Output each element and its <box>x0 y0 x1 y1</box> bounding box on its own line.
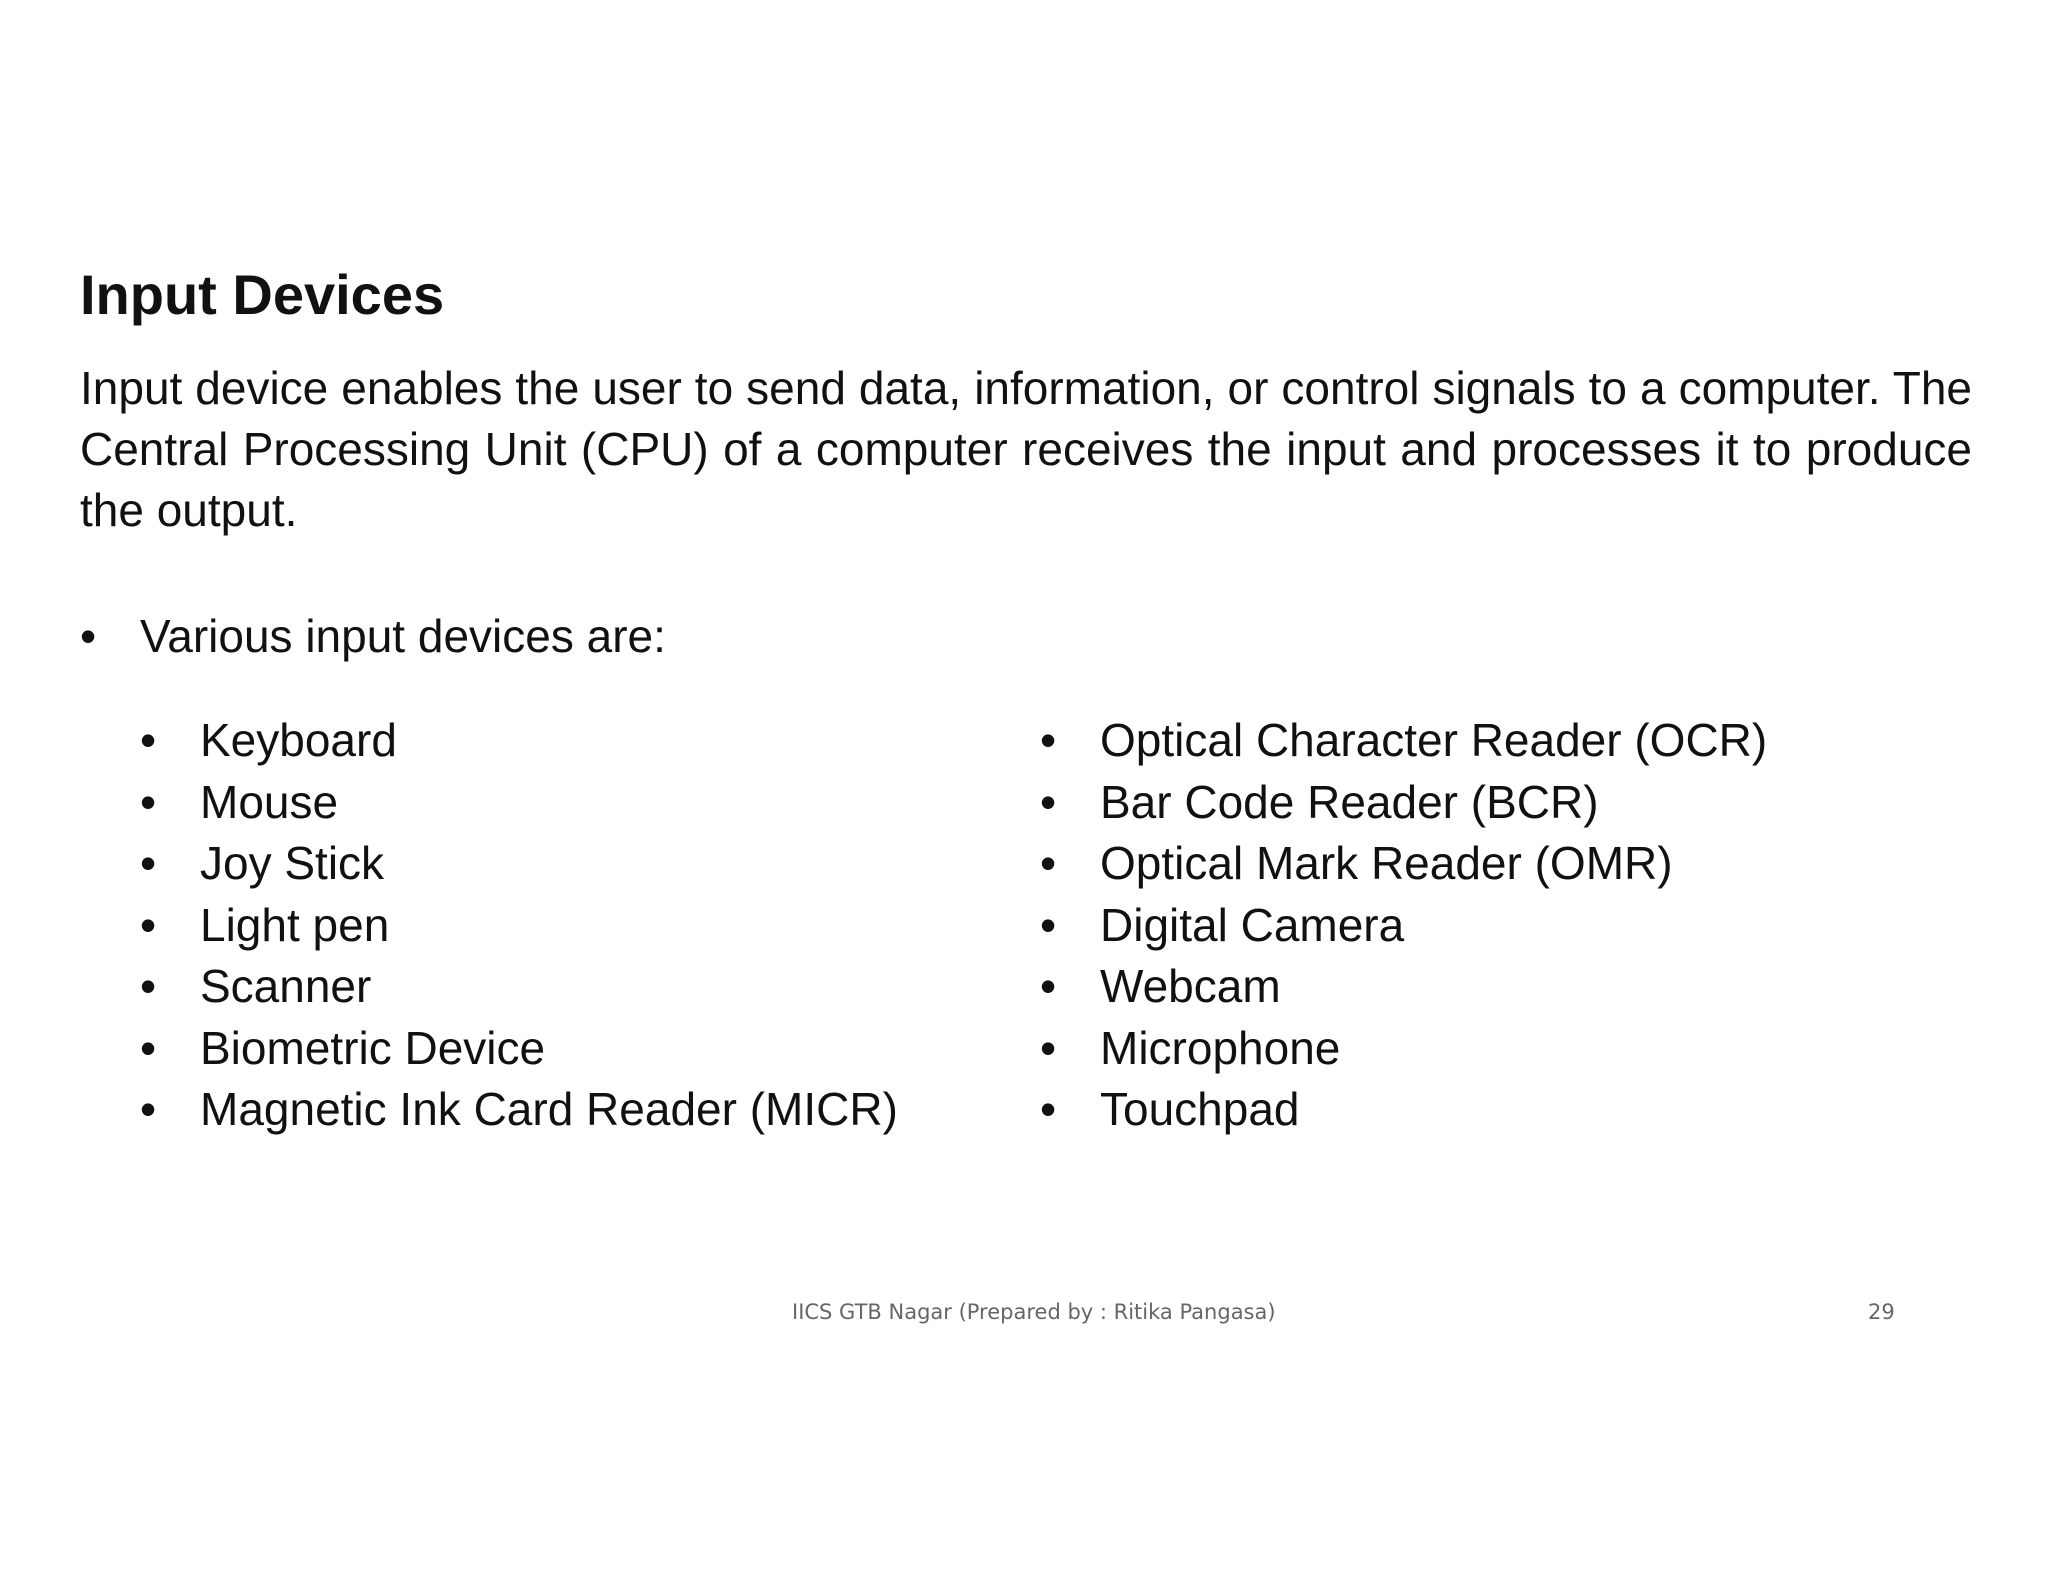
list-item <box>140 710 898 772</box>
list-item-label: Biometric Device <box>200 1021 546 1074</box>
list-item-label: Scanner <box>200 960 372 1012</box>
list-item-label: Keyboard <box>200 714 397 766</box>
list-item <box>140 1018 898 1080</box>
list-item <box>140 1079 898 1141</box>
bullet-icon: • <box>1040 837 1057 889</box>
list-item-label: Magnetic Ink Card Reader (MICR) <box>200 1083 898 1135</box>
bullet-icon: • <box>140 1021 157 1074</box>
list-item <box>140 895 898 957</box>
list-item <box>1040 1079 1767 1141</box>
list-item-label: Optical Character Reader (OCR) <box>1100 714 1768 766</box>
footer-credit: IICS GTB Nagar (Prepared by : Ritika Pangasa) <box>792 1300 1276 1324</box>
bullet-icon: • <box>140 714 157 766</box>
list-item-label: Bar Code Reader (BCR) <box>1100 775 1599 828</box>
page-number: 29 <box>1868 1300 1895 1324</box>
bullet-icon: • <box>1040 1021 1057 1074</box>
list-item <box>1040 895 1767 957</box>
list-item-label: Joy Stick <box>200 837 385 889</box>
list-item-label: Optical Mark Reader (OMR) <box>1100 837 1673 889</box>
list-item <box>140 833 898 895</box>
lead-bullet <box>80 606 666 666</box>
list-item <box>140 772 898 834</box>
list-item <box>1040 1018 1767 1080</box>
intro-paragraph: Input device enables the user to send data, information, or control signals to a computer. The Central Processing Unit (CPU) of a computer receives the input and processes it to produce the output. <box>80 362 1972 536</box>
list-item <box>1040 710 1767 772</box>
bullet-icon: • <box>1040 775 1057 828</box>
bullet-icon: • <box>1040 1083 1057 1135</box>
bullet-icon: • <box>1040 960 1057 1012</box>
lead-text: Various input devices are: <box>140 610 666 662</box>
list-item-label: Mouse <box>200 775 339 828</box>
bullet-icon: • <box>140 960 157 1012</box>
input-devices-list-right <box>1040 710 1767 1141</box>
list-item-label: Microphone <box>1100 1021 1341 1074</box>
slide-title: Input Devices <box>80 263 445 326</box>
bullet-icon: • <box>140 837 157 889</box>
list-item <box>1040 772 1767 834</box>
bullet-icon: • <box>140 1083 157 1135</box>
list-item <box>1040 833 1767 895</box>
list-item-label: Light pen <box>200 898 390 951</box>
list-item-label: Touchpad <box>1100 1083 1300 1135</box>
list-item <box>1040 956 1767 1018</box>
bullet-icon: • <box>140 898 157 951</box>
input-devices-list-left <box>140 710 898 1141</box>
list-item-label: Digital Camera <box>1100 898 1405 951</box>
bullet-icon: • <box>1040 898 1057 951</box>
list-item-label: Webcam <box>1100 960 1281 1012</box>
list-item <box>140 956 898 1018</box>
bullet-icon: • <box>1040 714 1057 766</box>
bullet-icon: • <box>140 775 157 828</box>
bullet-icon: • <box>80 610 97 662</box>
